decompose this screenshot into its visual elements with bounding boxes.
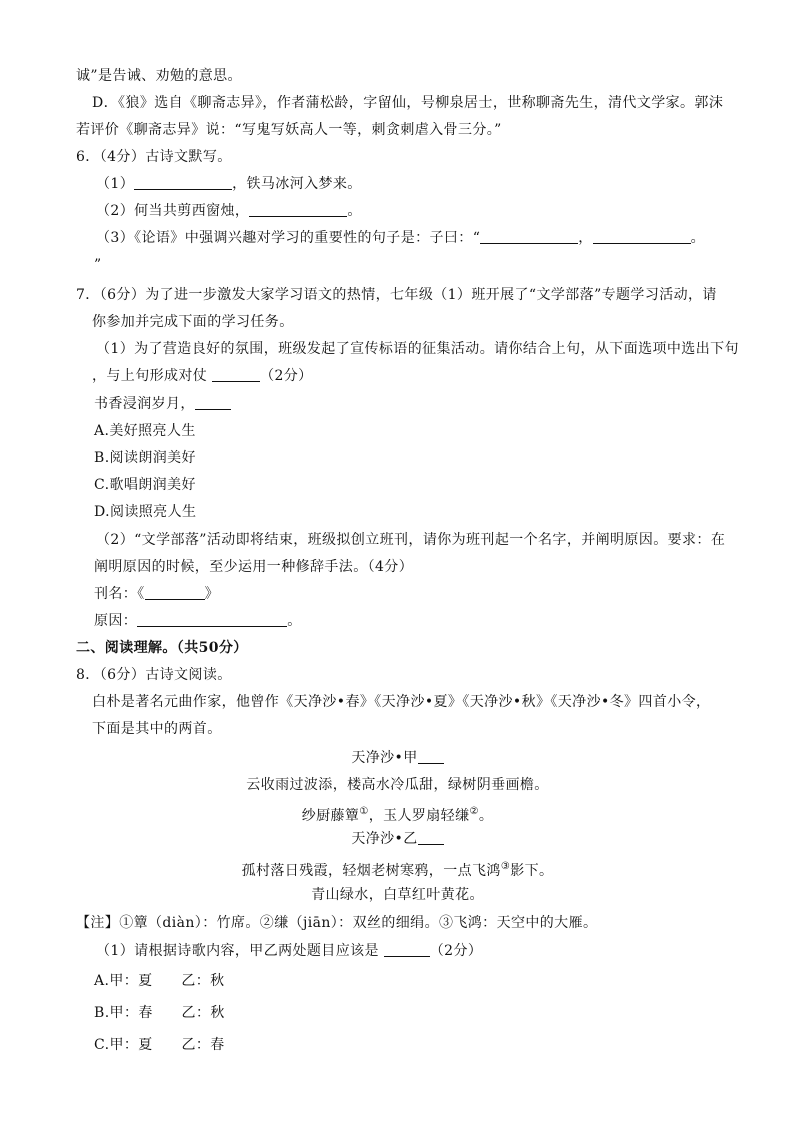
question-8-intro-1: 白朴是著名元曲作家，他曾作《天净沙•春》《天净沙•夏》《天净沙•秋》《天净沙•冬》四首小令，	[92, 694, 711, 710]
reason-punct: 。	[287, 613, 302, 629]
question-7-item-1-line-1: （1）为了营造良好的氛围，班级发起了宣传标语的征集活动。请你结合上句，从下面选项中选出下句	[96, 341, 739, 357]
option-c[interactable]: C.歌唱朗润美好	[94, 477, 196, 493]
option-b[interactable]: B.阅读朗润美好	[94, 450, 196, 466]
item-text: （2）何当共剪西窗烛，	[96, 203, 250, 219]
poem-b-line-2: 青山绿水，白草红叶黄花。	[311, 887, 484, 903]
answer-blank[interactable]	[418, 749, 444, 764]
item-score: （2分）	[260, 368, 313, 384]
closing-quote: ”	[94, 257, 102, 273]
question-7-line-2: 你参加并完成下面的学习任务。	[92, 314, 294, 330]
slogan-text: 书香浸润岁月，	[94, 396, 195, 412]
item-text: （3）《论语》中强调兴趣对学习的重要性的句子是：子曰：“	[96, 230, 481, 246]
option-d-line-1: D．《狼》选自《聊斋志异》，作者蒲松龄，字留仙，号柳泉居士，世称聊斋先生，清代文学家。郭沫	[92, 95, 724, 111]
journal-name-label: 刊名：《	[94, 586, 145, 602]
poem-notes: 【注】①簟（diàn）：竹席。②缣（jiān）：双丝的细绢。③飞鸿：天空中的大雁。	[76, 915, 598, 931]
item-number: （1）	[96, 176, 135, 192]
question-6-item-2	[96, 202, 362, 220]
question-6-item-3	[96, 229, 705, 247]
item-punct: 。	[347, 203, 362, 219]
poem-title-text: 天净沙•乙	[351, 831, 418, 847]
item-punct: ，	[578, 230, 593, 246]
q8-option-a[interactable]: A.甲：夏 乙：秋	[94, 973, 225, 989]
answer-blank[interactable]	[134, 175, 232, 190]
text-line: 诚”是告诫、劝勉的意思。	[76, 68, 242, 84]
question-8-title: 8．（6分）古诗文阅读。	[76, 667, 232, 683]
question-7-item-2-line-2: 阐明原因的时候，至少运用一种修辞手法。（4分）	[94, 559, 414, 575]
poem-a-line-2	[0, 803, 795, 825]
poem-b-title	[0, 830, 795, 848]
item-text: ，与上句形成对仗	[92, 368, 213, 384]
answer-blank[interactable]	[418, 830, 444, 845]
question-7-item-1-line-2	[92, 367, 313, 385]
option-a[interactable]: A.美好照亮人生	[94, 423, 196, 439]
footnote-mark: ③	[500, 861, 511, 872]
question-7-title: 7．（6分）为了进一步激发大家学习语文的热情，七年级（1）班开展了“文学部落”专题学习活动，请	[76, 287, 717, 303]
question-7-item-2-line-1: （2）“文学部落”活动即将结束，班级拟创立班刊，请你为班刊起一个名字，并阐明原因。要求：在	[96, 532, 726, 548]
item-punct: 。	[690, 230, 706, 246]
poem-text: ，玉人罗扇轻缣	[368, 808, 470, 824]
footnote-mark: ①	[359, 806, 369, 817]
poem-title-text: 天净沙•甲	[351, 750, 418, 766]
journal-name-close: 》	[204, 586, 220, 602]
answer-blank[interactable]	[195, 395, 231, 410]
question-6-item-1	[96, 175, 362, 193]
reason-blank[interactable]	[137, 612, 287, 627]
answer-blank[interactable]	[384, 942, 430, 957]
slogan-upper	[94, 395, 231, 413]
journal-name-blank[interactable]	[145, 585, 205, 600]
item-text: （1）请根据诗歌内容，甲乙两处题目应该是	[96, 943, 384, 959]
answer-blank[interactable]	[480, 229, 578, 244]
q8-option-c[interactable]: C.甲：夏 乙：春	[94, 1037, 225, 1053]
reason-row	[94, 612, 302, 630]
answer-blank[interactable]	[212, 367, 260, 382]
question-8-item-1	[96, 942, 482, 960]
poem-text: 影下。	[510, 863, 554, 879]
poem-a-line-1: 云收雨过波添，楼高水冷瓜甜，绿树阴垂画檐。	[246, 777, 549, 793]
item-score: （2分）	[429, 943, 483, 959]
answer-blank[interactable]	[249, 202, 347, 217]
reason-label: 原因：	[94, 613, 138, 629]
poem-text: 纱厨藤簟	[301, 808, 360, 824]
poem-a-title	[0, 749, 795, 767]
poem-b-line-1	[0, 858, 795, 880]
question-6-title: 6．（4分）古诗文默写。	[76, 149, 232, 165]
item-text: ，铁马冰河入梦来。	[232, 176, 362, 192]
answer-blank[interactable]	[593, 229, 691, 244]
option-d[interactable]: D.阅读照亮人生	[94, 504, 197, 520]
option-d-line-2: 若评价《聊斋志异》说：“写鬼写妖高人一等，刺贪刺虐入骨三分。”	[76, 122, 502, 138]
poem-text: 孤村落日残霞，轻烟老树寒鸦，一点飞鸿	[241, 863, 501, 879]
q8-option-b[interactable]: B.甲：春 乙：秋	[94, 1005, 225, 1021]
section-2-heading: 二、阅读理解。（共50分）	[76, 640, 248, 656]
footnote-mark: ②	[469, 806, 479, 817]
question-8-intro-2: 下面是其中的两首。	[92, 721, 222, 737]
poem-punct: 。	[478, 808, 494, 824]
journal-name-row	[94, 585, 219, 603]
